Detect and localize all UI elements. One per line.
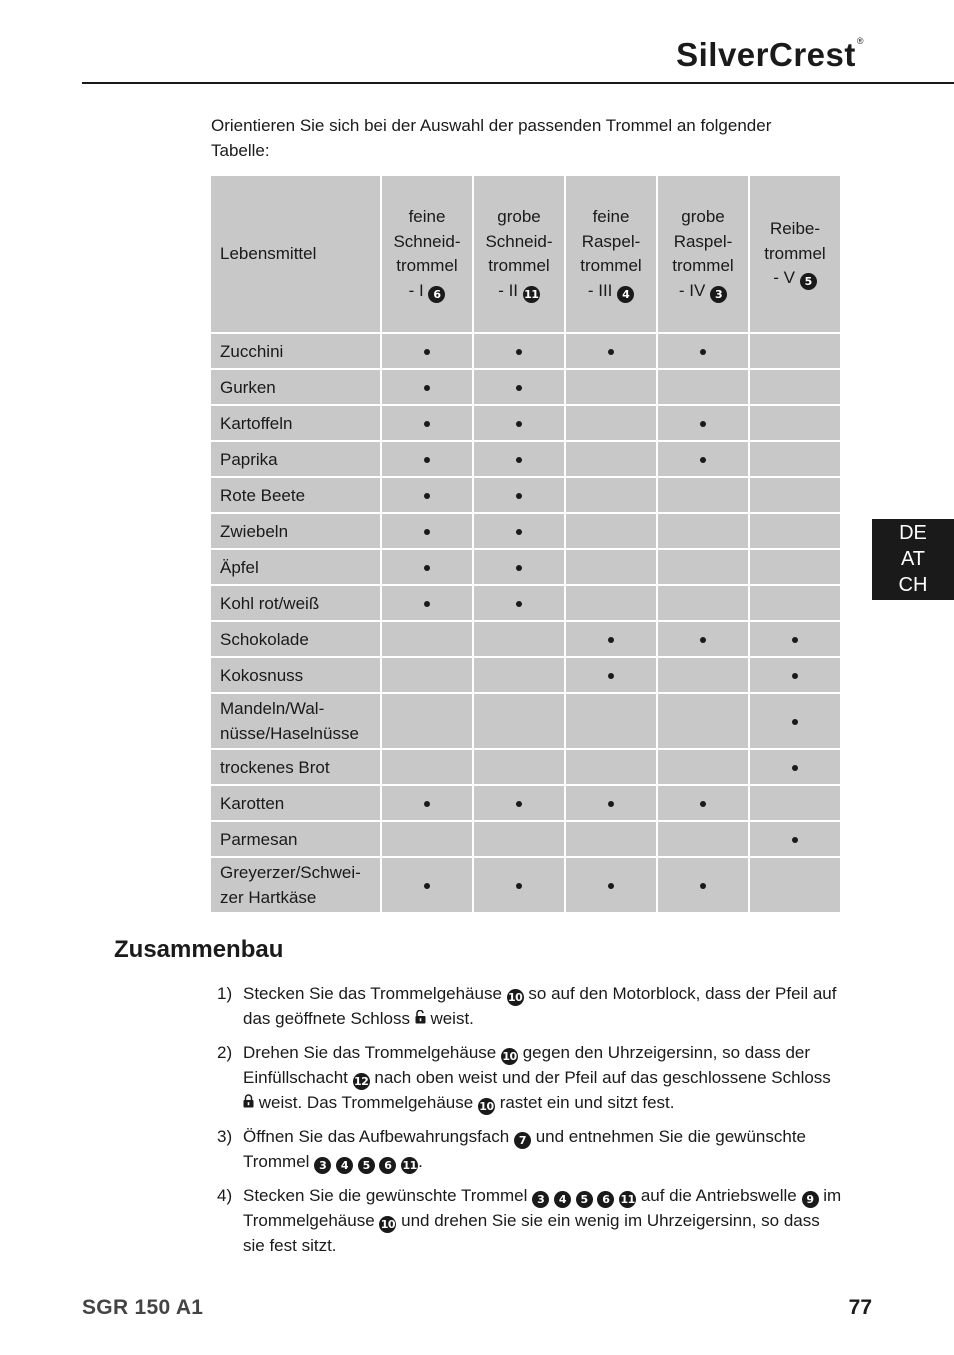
part-number-badge: 4 [336,1157,353,1174]
suitability-cell [474,858,564,912]
suitability-cell [658,514,748,548]
bullet-icon [424,421,430,427]
bullet-icon [516,529,522,535]
suitability-cell [474,478,564,512]
step-text: und drehen Sie sie ein wenig im Uhrzeigersinn, so dass sie fest sitzt. [243,1211,820,1255]
bullet-icon [792,673,798,679]
food-name [211,550,380,584]
bullet-icon [516,349,522,355]
drum-label: - II [498,280,519,300]
food-label: Kartoffeln [220,413,293,433]
part-number-badge: 3 [710,286,727,303]
step-4 [213,1183,843,1258]
food-name [211,750,380,784]
suitability-cell [566,858,656,912]
bullet-icon [792,637,798,643]
suitability-cell [750,334,840,368]
suitability-cell [382,786,472,820]
bullet-icon [700,637,706,643]
part-number-badge: 11 [620,1193,635,1206]
suitability-cell [474,550,564,584]
step-text: nach oben weist und der Pfeil auf das geschlossene Schloss [374,1068,831,1087]
suitability-cell [474,514,564,548]
suitability-cell [382,622,472,656]
bullet-icon [792,765,798,771]
food-name [211,514,380,548]
step-text: und entnehmen Sie die gewünschte Trommel [243,1127,806,1171]
table-row [211,370,840,404]
suitability-cell [474,442,564,476]
part-number-badge: 6 [428,286,445,303]
drum-label: feine [592,207,630,226]
header-drum-5 [750,176,840,332]
step-number: 3) [217,1127,233,1146]
suitability-cell [750,750,840,784]
table-row [211,750,840,784]
suitability-cell [382,406,472,440]
part-number-badge: 10 [502,1050,517,1063]
suitability-cell [750,478,840,512]
drum-label: trommel [764,243,826,263]
food-name [211,334,380,368]
bullet-icon [516,493,522,499]
table-row [211,334,840,368]
step-text: im Trommelgehäuse [243,1186,842,1230]
suitability-cell [382,478,472,512]
bullet-icon [608,883,614,889]
table-header-row [211,176,840,332]
bullet-icon [516,385,522,391]
drum-label: - V [773,268,795,288]
suitability-cell [750,406,840,440]
part-number-badge: 6 [597,1191,614,1208]
suitability-cell [658,586,748,620]
suitability-cell [474,406,564,440]
table-row [211,822,840,856]
header-drum-2 [474,176,564,332]
food-label: Kohl rot/weiß [220,593,320,613]
bullet-icon [608,673,614,679]
locked-lock-icon [243,1094,254,1108]
language-ch: CH [898,574,928,596]
suitability-cell [382,586,472,620]
table-row [211,478,840,512]
bullet-icon [424,801,430,807]
suitability-cell [474,786,564,820]
step-text: Drehen Sie das Trommelgehäuse [243,1043,497,1062]
step-number: 2) [217,1043,233,1062]
table-row [211,550,840,584]
drum-label: Reibe- [769,219,821,239]
bullet-icon [516,565,522,571]
table-row [211,858,840,912]
suitability-cell [658,442,748,476]
suitability-cell [382,822,472,856]
suitability-cell [474,658,564,692]
suitability-cell [750,858,840,912]
part-number-badge: 3 [532,1191,549,1208]
drum-label: - IV [678,280,706,300]
suitability-cell [474,370,564,404]
food-label: Zucchini [220,341,284,361]
table-row [211,786,840,820]
suitability-cell [750,514,840,548]
step-text: so auf den Motorblock, dass der Pfeil auf das geöffnete Schloss [243,984,837,1028]
food-name [211,658,380,692]
step-number: 1) [217,984,233,1003]
suitability-cell [658,622,748,656]
drum-label: Raspel- [581,231,641,251]
step-2 [213,1040,843,1115]
section-title: Zusammenbau [114,936,284,963]
suitability-cell [382,514,472,548]
suitability-cell [750,822,840,856]
header-lebensmittel: Lebensmittel [211,176,380,332]
page-number: 77 [848,1296,872,1319]
food-label: Paprika [220,449,278,469]
food-name [211,822,380,856]
suitability-cell [658,478,748,512]
suitability-cell [566,334,656,368]
suitability-cell [658,658,748,692]
bullet-icon [424,883,430,889]
drum-label: - III [587,280,613,300]
bullet-icon [424,349,430,355]
suitability-cell [474,822,564,856]
table-row [211,622,840,656]
step-text: weist. Das Trommelgehäuse [258,1093,474,1112]
suitability-cell [750,442,840,476]
food-name [211,786,380,820]
step-3 [213,1124,843,1174]
suitability-cell [658,786,748,820]
food-name [211,694,380,748]
drum-label: grobe [681,207,725,226]
part-number-badge: 4 [554,1191,571,1208]
bullet-icon [792,719,798,725]
step-text: Öffnen Sie das Aufbewahrungsfach [243,1127,510,1146]
bullet-icon [516,601,522,607]
suitability-cell [382,658,472,692]
part-number-badge: 12 [353,1075,369,1088]
table-row [211,442,840,476]
step-text: . [418,1152,423,1171]
food-label: zer Hartkäse [220,888,317,907]
bullet-icon [608,349,614,355]
part-number-badge: 10 [508,991,523,1004]
drum-label: trommel [672,256,734,275]
bullet-icon [424,565,430,571]
food-label: Gurken [220,377,276,397]
bullet-icon [516,883,522,889]
suitability-cell [566,786,656,820]
step-text: Stecken Sie die gewünschte Trommel [243,1186,528,1205]
suitability-cell [658,334,748,368]
food-label: Parmesan [220,829,298,849]
footer-model: SGR 150 A1 [82,1296,204,1319]
bullet-icon [700,457,706,463]
table-row [211,514,840,548]
part-number-badge: 5 [576,1191,593,1208]
food-label: Schokolade [220,629,309,649]
food-label: nüsse/Haselnüsse [220,724,359,743]
part-number-badge: 7 [514,1132,531,1149]
bullet-icon [424,457,430,463]
step-1 [213,981,843,1031]
language-de: DE [899,522,927,544]
drum-label: - I [408,280,424,300]
bullet-icon [424,601,430,607]
food-name [211,622,380,656]
suitability-cell [750,370,840,404]
food-name [211,370,380,404]
suitability-cell [474,750,564,784]
part-number-badge: 10 [380,1218,396,1231]
bullet-icon [516,421,522,427]
table-row [211,658,840,692]
suitability-cell [566,750,656,784]
suitability-cell [566,658,656,692]
suitability-cell [566,822,656,856]
suitability-cell [382,858,472,912]
suitability-cell [566,694,656,748]
food-label: Greyerzer/Schwei- [220,863,361,882]
food-label: Rote Beete [220,485,306,505]
food-label: Zwiebeln [220,521,289,541]
food-name [211,586,380,620]
suitability-cell [566,586,656,620]
part-number-badge: 6 [379,1157,396,1174]
intro-text: Orientieren Sie sich bei der Auswahl der passenden Trommel an folgender Tabelle: [211,116,772,160]
table-row [211,406,840,440]
trademark: ® [856,36,864,46]
part-number-badge: 11 [402,1159,417,1172]
suitability-cell [382,442,472,476]
bullet-icon [608,801,614,807]
suitability-cell [658,858,748,912]
food-label: Mandeln/Wal- [220,699,325,718]
bullet-icon [608,637,614,643]
suitability-cell [658,370,748,404]
suitability-cell [750,694,840,748]
bullet-icon [424,385,430,391]
part-number-badge: 10 [479,1100,494,1113]
drum-table [209,174,842,914]
brand-name: SilverCrest [676,36,856,73]
suitability-cell [566,406,656,440]
suitability-cell [750,550,840,584]
table-body [211,334,840,912]
bullet-icon [700,421,706,427]
drum-label: feine [408,207,446,226]
food-label: Karotten [220,793,285,813]
drum-label: Schneid- [393,231,461,251]
food-name [211,858,380,912]
step-text: auf die Antriebswelle [640,1186,797,1205]
step-text: Stecken Sie das Trommelgehäuse [243,984,502,1003]
drum-label: grobe [497,207,541,226]
suitability-cell [566,478,656,512]
unlocked-lock-icon [415,1010,426,1024]
suitability-cell [750,658,840,692]
food-label: Äpfel [220,557,259,577]
part-number-badge: 5 [800,273,817,290]
drum-label: trommel [396,256,458,275]
suitability-cell [474,622,564,656]
suitability-cell [658,750,748,784]
part-number-badge: 3 [314,1157,331,1174]
suitability-cell [750,586,840,620]
suitability-cell [658,406,748,440]
drum-label: trommel [580,256,642,275]
drum-label: trommel [488,256,550,275]
suitability-cell [566,370,656,404]
header-drum-3 [566,176,656,332]
bullet-icon [516,801,522,807]
bullet-icon [516,457,522,463]
part-number-badge: 5 [358,1157,375,1174]
step-text: weist. [430,1009,474,1028]
brand-logo [676,36,864,74]
part-number-badge: 11 [524,287,539,301]
header-rule [82,82,954,84]
header-drum-4 [658,176,748,332]
bullet-icon [700,801,706,807]
drum-label: Schneid- [485,231,553,251]
suitability-cell [750,622,840,656]
suitability-cell [566,442,656,476]
food-name [211,478,380,512]
step-number: 4) [217,1186,233,1205]
bullet-icon [424,529,430,535]
suitability-cell [474,694,564,748]
language-at: AT [900,548,926,570]
suitability-cell [474,334,564,368]
step-text: rastet ein und sitzt fest. [499,1093,675,1112]
suitability-cell [382,334,472,368]
suitability-cell [566,514,656,548]
table-row [211,586,840,620]
suitability-cell [474,586,564,620]
food-name [211,406,380,440]
suitability-cell [382,750,472,784]
suitability-cell [566,622,656,656]
suitability-cell [750,786,840,820]
food-label: trockenes Brot [220,757,330,777]
bullet-icon [792,837,798,843]
part-number-badge: 9 [802,1191,819,1208]
food-name [211,442,380,476]
part-number-badge: 4 [617,286,634,303]
bullet-icon [424,493,430,499]
suitability-cell [658,694,748,748]
drum-label: Raspel- [673,231,733,251]
header-drum-1 [382,176,472,332]
suitability-cell [566,550,656,584]
suitability-cell [658,550,748,584]
language-tab [872,519,954,600]
bullet-icon [700,883,706,889]
suitability-cell [382,370,472,404]
suitability-cell [382,550,472,584]
step-text: gegen den Uhrzeigersinn, so dass der Einfüllschacht [243,1043,811,1087]
suitability-cell [382,694,472,748]
bullet-icon [700,349,706,355]
assembly-steps [213,981,843,1267]
table-row [211,694,840,748]
suitability-cell [658,822,748,856]
food-label: Kokosnuss [220,665,304,685]
